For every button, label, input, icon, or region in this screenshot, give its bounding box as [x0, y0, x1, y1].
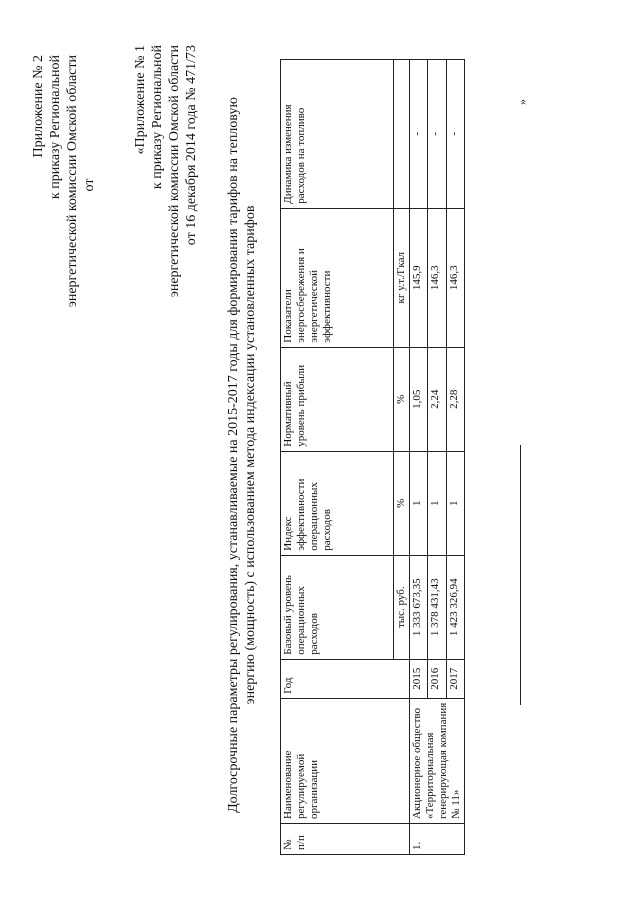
header-efficiency-index: Индекс эффективности операционных расходов — [281, 451, 394, 555]
year-cell: 2016 — [428, 659, 446, 698]
appendix-1-commission: энергетической комиссии Омской области — [167, 45, 182, 298]
org-line-3: генерирующая компания — [437, 702, 449, 819]
org-line-1: Акционерное общество — [411, 707, 423, 819]
index-cell: 1 — [428, 451, 446, 555]
profit-cell: 1,05 — [410, 347, 428, 451]
appendix-2-title: Приложение № 2 — [31, 55, 46, 158]
parameters-table — [280, 59, 465, 855]
header-base-opex: Базовый уровень операционных расходов — [281, 555, 394, 659]
year-cell: 2015 — [410, 659, 428, 698]
unit-profit: % — [394, 347, 410, 451]
base-cell: 1 333 673,35 — [410, 555, 428, 659]
appendix-1-title: «Приложение № 1 — [133, 45, 148, 155]
row-num: 1. — [410, 824, 465, 855]
fuel-cell: - — [446, 59, 464, 208]
energy-cell: 146,3 — [446, 208, 464, 347]
index-cell: 1 — [446, 451, 464, 555]
appendix-2-commission: энергетической комиссии Омской области — [65, 55, 80, 308]
fuel-cell: - — [428, 59, 446, 208]
appendix-2-order: к приказу Региональной — [48, 55, 63, 200]
header-year: Год — [281, 659, 410, 698]
title-line-2: энергию (мощность) с использованием метода индексации установленных тарифов — [243, 205, 258, 705]
energy-cell: 146,3 — [428, 208, 446, 347]
divider-line — [520, 445, 521, 705]
unit-index: % — [394, 451, 410, 555]
unit-base: тыс. руб. — [394, 555, 410, 659]
appendix-2-date-prefix: от — [82, 178, 97, 192]
year-cell: 2017 — [446, 659, 464, 698]
unit-fuel-empty — [394, 59, 410, 208]
appendix-2-date-line — [81, 55, 98, 385]
header-fuel-dynamics: Динамика изменения расходов на топливо — [281, 59, 394, 208]
org-line-2: «Территориальная — [424, 732, 436, 819]
org-line-4: № 11» — [450, 789, 462, 819]
base-cell: 1 423 326,94 — [446, 555, 464, 659]
base-cell: 1 378 431,43 — [428, 555, 446, 659]
appendix-1-header — [132, 45, 200, 365]
profit-cell: 2,24 — [428, 347, 446, 451]
unit-energy: кг у.т./Гкал — [394, 208, 410, 347]
energy-cell: 145,9 — [410, 208, 428, 347]
fuel-cell: - — [410, 59, 428, 208]
header-profit-level: Нормативный уровень прибыли — [281, 347, 394, 451]
appendix-1-date: от 16 декабря 2014 года № 471/73 — [184, 45, 199, 246]
closing-quote: » — [515, 99, 529, 105]
table-row — [410, 59, 428, 854]
header-energy-saving: Показатели энергосбережения и энергетической эффективности — [281, 208, 394, 347]
appendix-1-order: к приказу Региональной — [150, 45, 165, 190]
header-organization: Наименование регулируемой организации — [281, 698, 410, 823]
table-header-row — [281, 59, 394, 854]
index-cell: 1 — [410, 451, 428, 555]
row-organization — [410, 698, 465, 823]
header-num: № п/п — [281, 824, 410, 855]
title-line-1: Долгосрочные параметры регулирования, устанавливаемые на 2015-2017 годы для формирования тарифов на тепловую — [226, 97, 241, 813]
profit-cell: 2,28 — [446, 347, 464, 451]
document-title — [225, 45, 259, 865]
appendix-2-header — [30, 55, 98, 385]
